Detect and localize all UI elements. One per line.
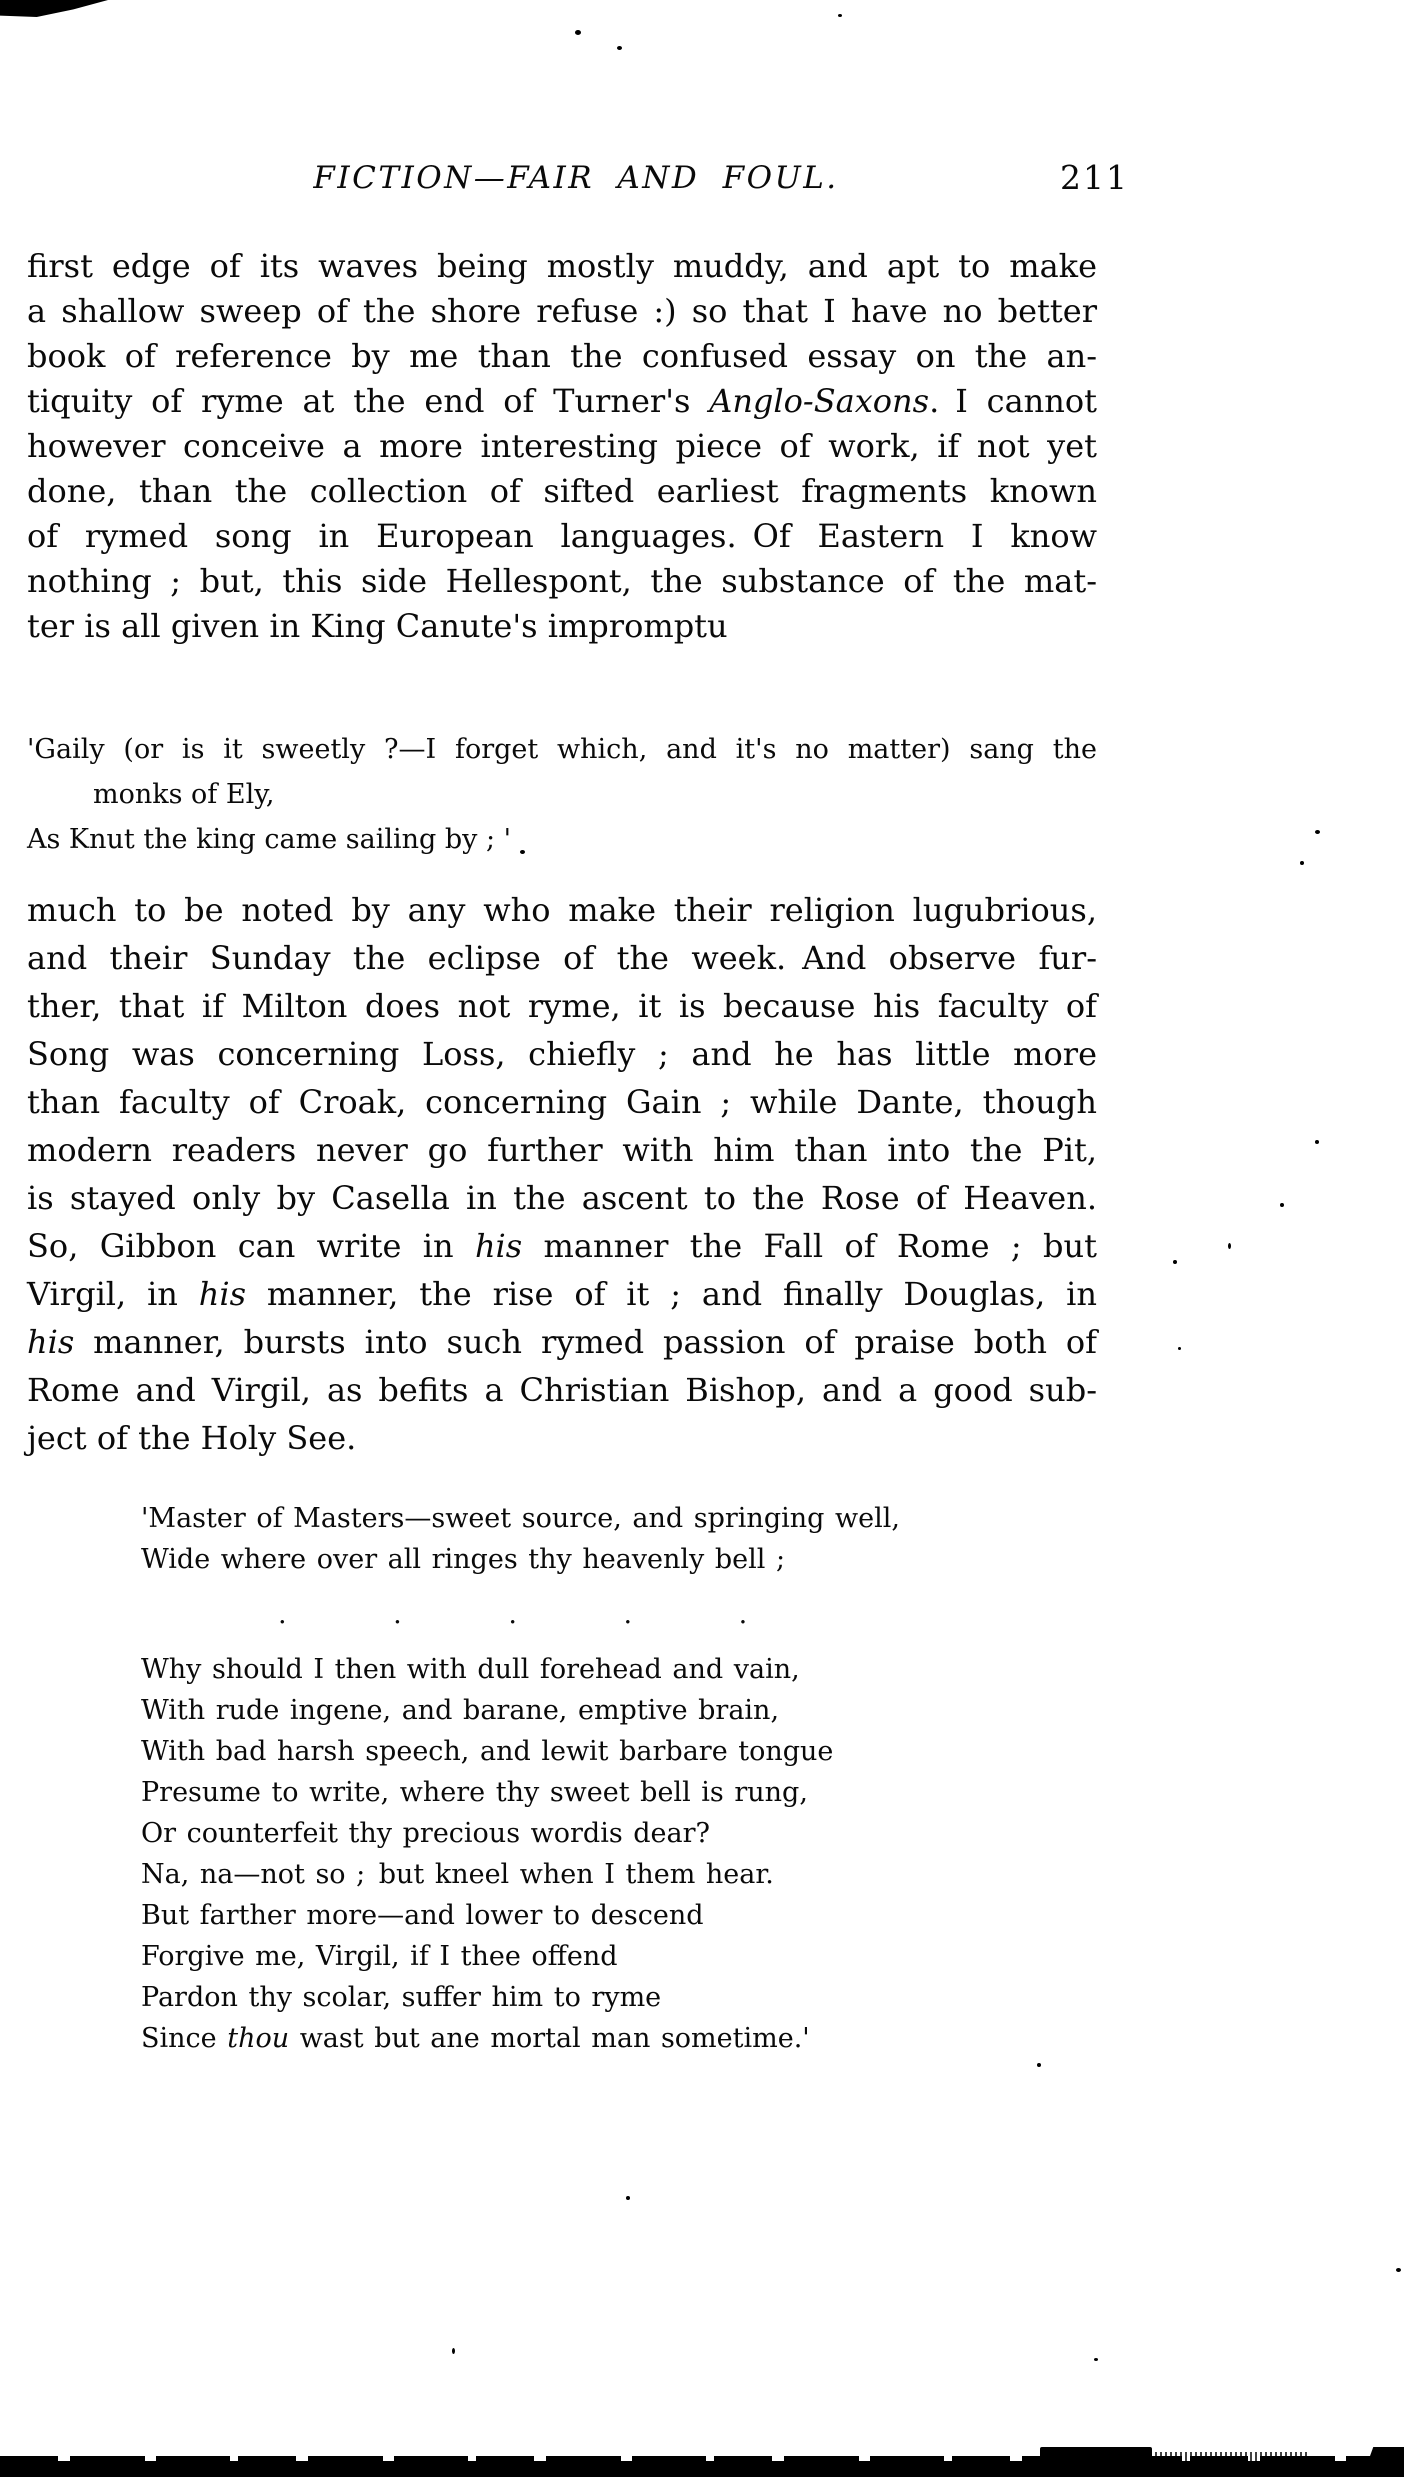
- verse-douglas: [27, 1498, 1211, 2059]
- text-line: monks of Ely,: [93, 779, 275, 810]
- scan-speck: [1173, 1260, 1177, 1264]
- text-line: ther, that if Milton does not ryme, it is because his faculty of: [27, 987, 1097, 1025]
- scan-speck: [1300, 861, 1304, 865]
- text-line: . . . . .: [278, 1599, 748, 1630]
- text-line: of rymed song in European languages. Of Eastern I know: [27, 517, 1097, 555]
- text-line: than faculty of Croak, concerning Gain ; while Dante, though: [27, 1083, 1097, 1121]
- text-line: Rome and Virgil, as befits a Christian Bishop, and a good sub-: [27, 1371, 1097, 1409]
- text-line: Wide where over all ringes thy heavenly bell ;: [141, 1544, 786, 1575]
- page-number: 211: [1060, 158, 1129, 197]
- text-line: is stayed only by Casella in the ascent to the Rose of Heaven.: [27, 1179, 1097, 1217]
- text-line: With rude ingene, and barane, emptive brain,: [141, 1695, 780, 1726]
- scan-speck: [1037, 2063, 1041, 2067]
- ink-smudge-artifact: [0, 0, 108, 17]
- text-line: Why should I then with dull forehead and vain,: [141, 1654, 800, 1685]
- text-line: Forgive me, Virgil, if I thee offend: [141, 1941, 618, 1972]
- text-line: 'Master of Masters—sweet source, and springing well,: [141, 1503, 900, 1534]
- scan-speck: [1228, 1243, 1231, 1249]
- text-line: Virgil, in his manner, the rise of it ; and finally Douglas, in: [27, 1275, 1098, 1313]
- text-line: Pardon thy scolar, suffer him to ryme: [141, 1982, 662, 2013]
- text-line: So, Gibbon can write in his manner the Fall of Rome ; but: [27, 1227, 1098, 1265]
- quote-canute: [27, 727, 1097, 862]
- text-line: ter is all given in King Canute's impromptu: [27, 607, 728, 645]
- scan-speck: [617, 46, 622, 50]
- text-line: But farther more—and lower to descend: [141, 1900, 704, 1931]
- text-line: however conceive a more interesting piece of work, if not yet: [27, 427, 1097, 465]
- text-line: Na, na—not so ; but kneel when I them hear.: [141, 1859, 774, 1890]
- page-title: FICTION—FAIR AND FOUL.: [313, 160, 839, 196]
- paragraph-1: [27, 244, 1097, 649]
- scan-speck: [1396, 2268, 1401, 2272]
- text-line: book of reference by me than the confused essay on the an-: [27, 337, 1097, 375]
- scan-speck: [1280, 1203, 1284, 1207]
- scan-speck: [452, 2348, 455, 2354]
- text-line: Song was concerning Loss, chiefly ; and he has little more: [27, 1035, 1097, 1073]
- text-line: Presume to write, where thy sweet bell is rung,: [141, 1777, 808, 1808]
- text-line: his manner, bursts into such rymed passion of praise both of: [27, 1323, 1097, 1361]
- scan-speck: [1178, 1347, 1181, 1350]
- text-line: a shallow sweep of the shore refuse :) so that I have no better: [27, 292, 1097, 330]
- text-line: As Knut the king came sailing by ; ': [27, 824, 512, 855]
- text-line: done, than the collection of sifted earliest fragments known: [27, 472, 1097, 510]
- scan-bar-base: [0, 2461, 1404, 2477]
- paragraph-2: [27, 886, 1097, 1462]
- scan-speck: [575, 30, 581, 35]
- text-line: Or counterfeit thy precious wordis dear?: [141, 1818, 711, 1849]
- scan-speck: [520, 850, 525, 854]
- text-line: first edge of its waves being mostly muddy, and apt to make: [27, 247, 1097, 285]
- text-line: modern readers never go further with him than into the Pit,: [27, 1131, 1097, 1169]
- scan-speck: [1315, 1140, 1319, 1144]
- scan-speck: [1315, 830, 1320, 834]
- scan-speck: [838, 14, 842, 17]
- text-line: much to be noted by any who make their religion lugubrious,: [27, 891, 1097, 929]
- text-line: 'Gaily (or is it sweetly ?—I forget which, and it's no matter) sang the: [27, 734, 1097, 765]
- scan-speck: [1094, 2358, 1098, 2361]
- text-line: nothing ; but, this side Hellespont, the substance of the mat-: [27, 562, 1097, 600]
- text-line: Since thou wast but ane mortal man sometime.': [141, 2023, 810, 2054]
- text-line: and their Sunday the eclipse of the week. And observe fur-: [27, 939, 1097, 977]
- text-line: tiquity of ryme at the end of Turner's Anglo-Saxons. I cannot: [27, 382, 1098, 420]
- scan-speck: [626, 2196, 630, 2200]
- running-header: [27, 158, 1129, 210]
- scan-bottom-bar: [0, 2435, 1404, 2477]
- text-line: With bad harsh speech, and lewit barbare tongue: [141, 1736, 834, 1767]
- text-line: ject of the Holy See.: [27, 1419, 357, 1457]
